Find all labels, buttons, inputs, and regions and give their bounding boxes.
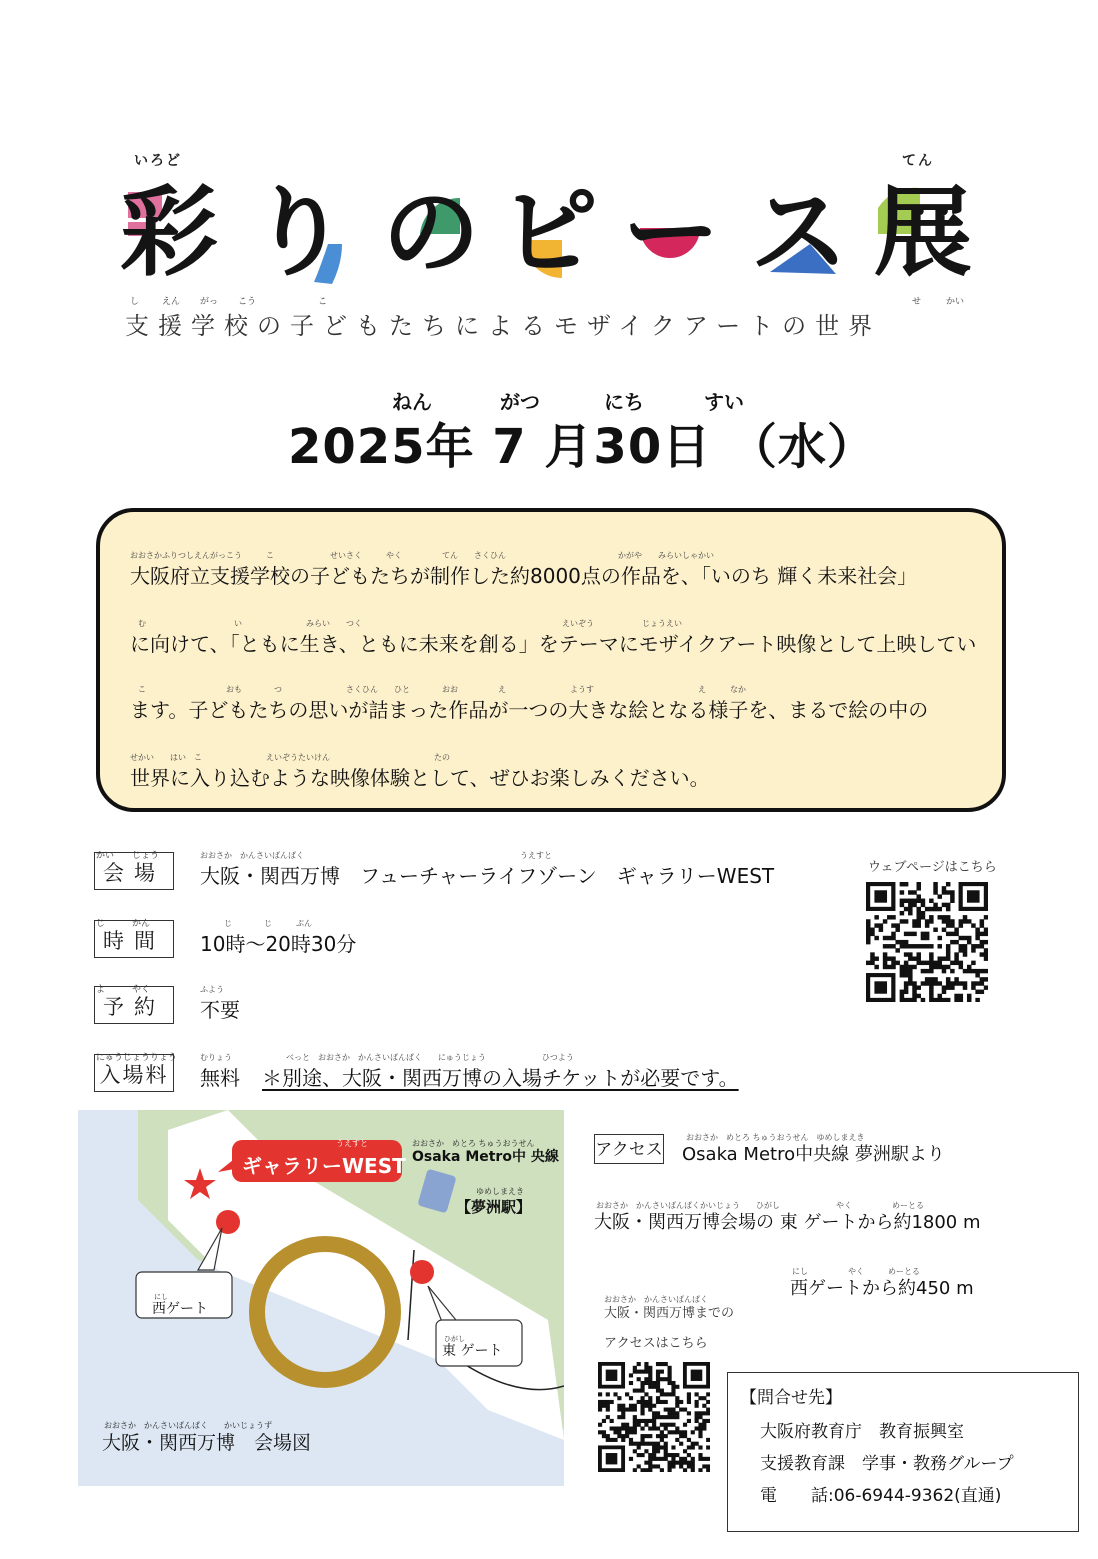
venue-label: 会場 xyxy=(94,852,174,890)
time-label: 時間 xyxy=(94,920,174,958)
admission-label-ruby: にゅうじょうりょう xyxy=(96,1053,177,1063)
admission-label: 入場料 xyxy=(94,1054,174,1092)
access-line-3: 西ゲートから約450 m xyxy=(790,1278,974,1299)
access-line-1: Osaka Metro中央線 夢洲駅より xyxy=(682,1144,945,1165)
contact-office: 大阪府教育庁 教育振興室 xyxy=(760,1422,964,1442)
contact-phone: 電 話:06-6944-9362(直通) xyxy=(760,1486,1002,1506)
subtitle-ruby-7: かい xyxy=(946,297,965,307)
admission-value-ruby: むりょう xyxy=(200,1053,232,1062)
title-char-6: ス xyxy=(750,176,849,290)
description-line-3: ます。子どもたちの思いが詰まった作品が一つの大きな絵となる様子を、まるで絵の中の xyxy=(130,698,929,722)
gallery-ruby: うえすと xyxy=(336,1139,368,1148)
subtitle-ruby-3: がっ xyxy=(200,297,219,307)
expo-access-qr-label-2: アクセスはこちら xyxy=(604,1336,708,1351)
expo-access-qr-ruby: おおさか かんさいばんぱく xyxy=(604,1295,708,1304)
date-ruby-sui: すい xyxy=(704,390,744,414)
metro-line-label: Osaka Metro中 央線 xyxy=(412,1149,559,1165)
event-date: 2025年 7 月30日 （水） xyxy=(288,419,876,475)
access-tag: アクセス xyxy=(594,1134,664,1164)
reservation-label: 予約 xyxy=(94,986,174,1024)
access-line-2: 大阪・関西万博会場の 東 ゲートから約1800 m xyxy=(594,1212,981,1233)
yumeshima-station-label: 【夢洲駅】 xyxy=(456,1198,532,1216)
description-box xyxy=(96,508,1006,812)
webpage-qr-code[interactable] xyxy=(866,882,988,1002)
title-char-1: 彩 xyxy=(120,176,219,290)
east-gate-ruby: ひがし xyxy=(444,1335,465,1343)
time-value-ruby: じ じ ぷん xyxy=(200,919,312,928)
east-gate-label: 東 ゲート xyxy=(442,1343,503,1359)
station-ruby: ゆめしまえき xyxy=(476,1187,524,1196)
exhibition-title xyxy=(120,178,980,288)
description-ruby-4: せかい はい こ えいぞうたいけん たの xyxy=(130,753,450,762)
description-ruby-1: おおさかふりつしえんがっこう こ せいさく やく てん さくひん かがや みらいしゃかい xyxy=(130,551,714,560)
description-line-4: 世界に入り込むような映像体験として、ぜひお楽しみください。 xyxy=(130,766,710,790)
admission-note-ruby: べっと おおさか かんさいばんぱく にゅうじょう ひつよう xyxy=(286,1053,574,1062)
subtitle-ruby-6: せ xyxy=(912,297,922,307)
access-line3-ruby: にし やく めーとる xyxy=(792,1267,920,1276)
west-gate-ruby: にし xyxy=(154,1293,168,1301)
subtitle-ruby-2: えん xyxy=(162,297,181,307)
description-ruby-3: こ おも つ さくひん ひと おお え ようす え なか xyxy=(130,685,746,694)
map-caption: 大阪・関西万博 会場図 xyxy=(102,1432,312,1454)
contact-title: 【問合せ先】 xyxy=(740,1388,842,1408)
gallery-west-label: ギャラリーWEST xyxy=(242,1154,406,1178)
access-line1-ruby: おおさか めとろ ちゅうおうせん ゆめしまえき xyxy=(686,1133,865,1142)
expo-access-qr-label-1: 大阪・関西万博までの xyxy=(604,1306,735,1321)
reservation-value-ruby: ふよう xyxy=(200,985,224,994)
date-ruby-nichi: にち xyxy=(604,390,644,414)
admission-note: ＊別途、大阪・関西万博の入場チケットが必要です。 xyxy=(262,1066,739,1090)
title-char-2: り xyxy=(250,176,349,290)
access-line2-ruby: おおさか かんさいばんぱくかいじょう ひがし やく めーとる xyxy=(596,1201,924,1210)
subtitle-ruby-4: こう xyxy=(238,297,257,307)
title-ruby-ten: てん xyxy=(902,153,934,169)
reservation-value: 不要 xyxy=(200,998,240,1022)
reservation-label-ruby: よ やく xyxy=(96,985,151,995)
subtitle-ruby-1: し xyxy=(130,297,140,307)
title-char-5: ー xyxy=(622,176,721,290)
metro-ruby: おおさか めとろ ちゅうおうせん xyxy=(412,1139,535,1148)
title-ruby-irodo: いろど xyxy=(134,153,182,169)
title-char-4: ピ xyxy=(500,176,599,290)
date-ruby-nen: ねん xyxy=(392,390,432,414)
title-char-7: 展 xyxy=(874,176,973,290)
description-line-1: 大阪府立支援学校の子どもたちが制作した約8000点の作品を、「いのち 輝く未来社会」 xyxy=(130,564,918,588)
admission-value: 無料 xyxy=(200,1066,240,1090)
subtitle: 支援学校の子どもたちによるモザイクアートの世界 xyxy=(125,312,882,340)
description-ruby-2: む い みらい つく えいぞう じょうえい xyxy=(130,619,682,628)
time-value: 10時～20時30分 xyxy=(200,932,357,956)
time-label-ruby: じ かん xyxy=(96,919,151,929)
expo-access-qr-code[interactable] xyxy=(598,1362,710,1472)
description-line-2: に向けて、「ともに生き、ともに未来を創る」をテーマにモザイクアート映像として上映してい xyxy=(130,632,977,656)
venue-map xyxy=(78,1110,564,1486)
venue-value-ruby: おおさか かんさいばんぱく うえすと xyxy=(200,851,552,860)
venue-value: 大阪・関西万博 フューチャーライフゾーン ギャラリーWEST xyxy=(200,864,775,888)
date-ruby-gatsu: がつ xyxy=(500,390,540,414)
contact-division: 支援教育課 学事・教務グループ xyxy=(760,1454,1014,1474)
venue-label-ruby: かい じょう xyxy=(96,851,160,861)
contact-box xyxy=(727,1372,1079,1532)
webpage-qr-label: ウェブページはこちら xyxy=(868,860,997,875)
subtitle-ruby-5: こ xyxy=(318,297,328,307)
map-caption-ruby: おおさか かんさいばんぱく かいじょうず xyxy=(104,1421,272,1430)
title-char-3: の xyxy=(382,176,481,290)
west-gate-label: 西ゲート xyxy=(152,1301,208,1317)
